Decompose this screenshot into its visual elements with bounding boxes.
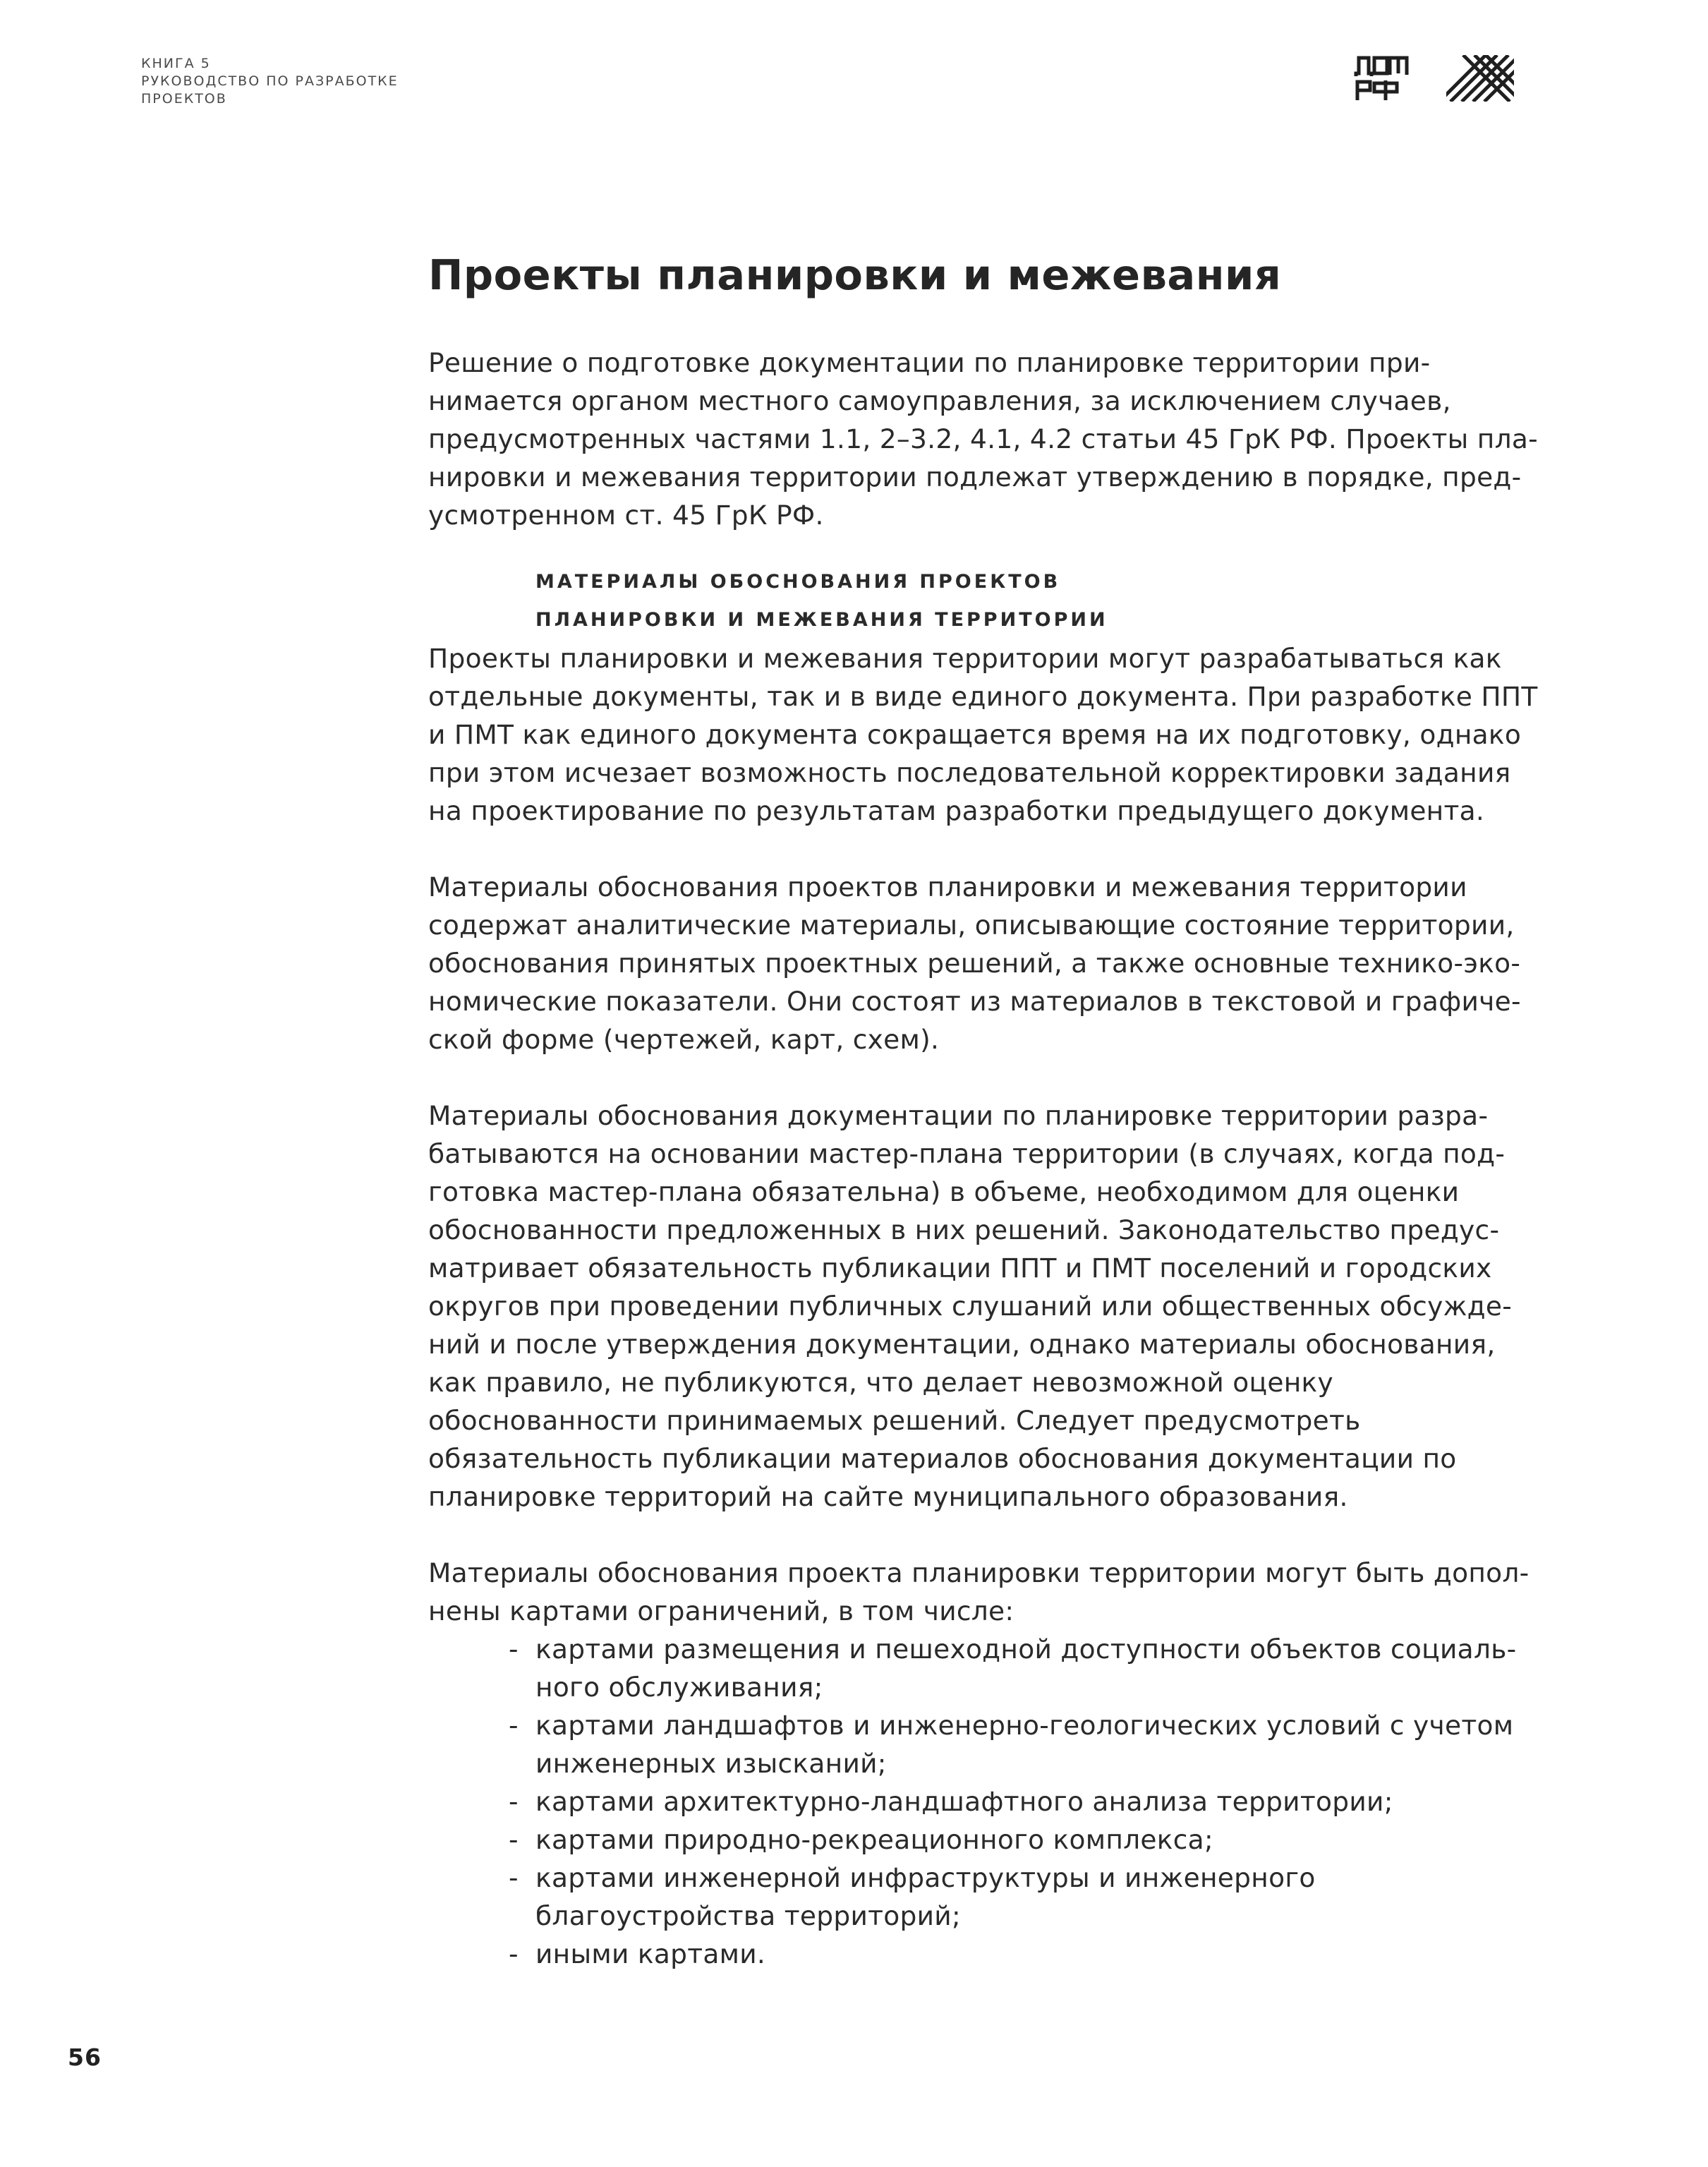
subheading-line-2: ПЛАНИРОВКИ И МЕЖЕВАНИЯ ТЕРРИТОРИИ — [535, 609, 1108, 631]
dom-rf-logo — [1353, 55, 1410, 102]
maps-list — [428, 1630, 1543, 1973]
logos — [1353, 55, 1514, 102]
list-item-text: картами размещения и пешеходной доступности объектов социального обслуживания; — [535, 1634, 1517, 1703]
list-item — [509, 1935, 1543, 1973]
list-marker: - — [509, 1710, 519, 1741]
page-number: 56 — [68, 2044, 102, 2071]
intro-paragraph: Решение о подготовке документации по планировке территории принимается органом местного самоуправления, за исключением случаев, предусмотренных частями 1.1, 2–3.2, 4.1, 4.2 статьи 45 ГрК РФ. Проекты планировки и межевания территории подлежат утверждению в порядке, предусмотренном ст. 45 ГрК РФ. — [428, 347, 1538, 531]
header-line-projects: ПРОЕКТОВ — [141, 91, 227, 107]
list-marker: - — [509, 1824, 519, 1855]
paragraph-4: Материалы обоснования проекта планировки территории могут быть дополнены картами ограничений, в том числе: — [428, 1557, 1530, 1626]
pattern-logo — [1446, 55, 1514, 102]
list-marker: - — [509, 1862, 519, 1893]
list-marker: - — [509, 1634, 519, 1665]
list-item — [509, 1782, 1543, 1821]
paragraph-2: Материалы обоснования проектов планировки и межевания территории содержат аналитические материалы, описывающие состояние территории, обоснования принятых проектных решений, а также основные технико-экономические показатели. Они состоят из материалов в текстовой и графической форме (чертежей, карт, схем). — [428, 871, 1521, 1055]
list-item — [509, 1821, 1543, 1859]
main-content — [428, 247, 1543, 1973]
header-line-guide: РУКОВОДСТВО ПО РАЗРАБОТКЕ — [141, 73, 399, 89]
paragraph-3: Материалы обоснования документации по планировке территории разрабатываются на основании мастер-плана территории (в случаях, когда подготовка мастер-плана обязательна) в объеме, необходимом для оценки обоснованности предложенных в них решений. Законодательство предусматривает обязательность публикации ППТ и ПМТ поселений и городских округов при проведении публичных слушаний или общественных обсуждений и после утверждения документации, однако материалы обоснования, как правило, не публикуются, что делает невозможной оценку обоснованности принимаемых решений. Следует предусмотреть обязательность публикации материалов обоснования документации по планировке территорий на сайте муниципального образования. — [428, 1100, 1512, 1512]
list-item-text: иными картами. — [535, 1938, 766, 1969]
list-item-text: картами архитектурно-ландшафтного анализа территории; — [535, 1786, 1393, 1817]
subheading-line-1: МАТЕРИАЛЫ ОБОСНОВАНИЯ ПРОЕКТОВ — [535, 571, 1061, 593]
list-item — [509, 1706, 1543, 1782]
list-item — [509, 1859, 1543, 1935]
section-subheading — [535, 563, 1543, 639]
list-item — [509, 1630, 1543, 1706]
page-title: Проекты планировки и межевания — [428, 250, 1282, 299]
list-item-text: картами ландшафтов и инженерно-геологических условий с учетом инженерных изысканий; — [535, 1710, 1514, 1779]
list-item-text: картами инженерной инфраструктуры и инженерного благоустройства территорий; — [535, 1862, 1316, 1931]
list-marker: - — [509, 1938, 519, 1969]
list-marker: - — [509, 1786, 519, 1817]
dom-rf-icon — [1353, 55, 1410, 102]
header-line-book: КНИГА 5 — [141, 56, 211, 71]
diagonal-pattern-icon — [1446, 55, 1514, 102]
list-item-text: картами природно-рекреационного комплекса; — [535, 1824, 1213, 1855]
running-header — [141, 55, 399, 108]
paragraph-1: Проекты планировки и межевания территории могут разрабатываться как отдельные документы, так и в виде единого документа. При разработке ППТ и ПМТ как единого документа сокращается время на их подготовку, однако при этом исчезает возможность последовательной корректировки задания на проектирование по результатам разработки предыдущего документа. — [428, 643, 1538, 826]
